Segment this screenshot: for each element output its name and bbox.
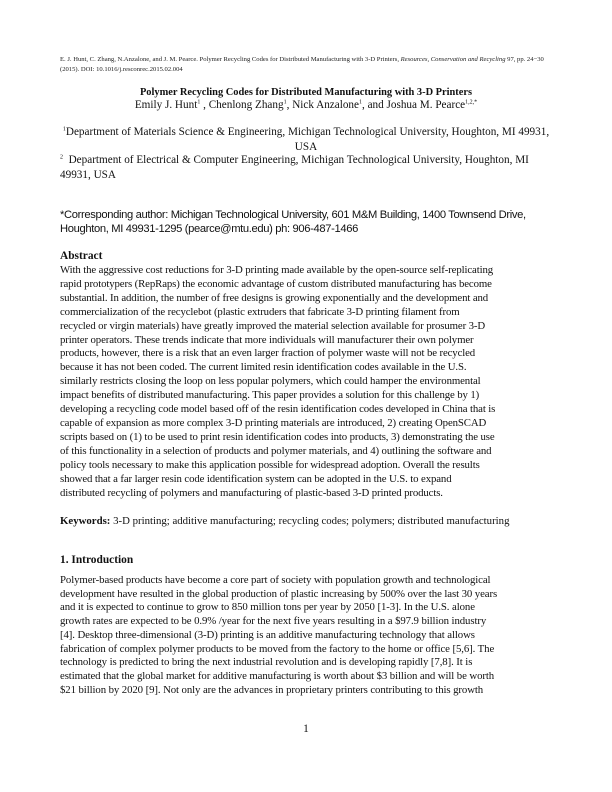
- introduction-line: development have resulted in the global production of plastic increasing by 500% over the last 30 years: [60, 587, 498, 600]
- abstract-line: of this functionality in a selection of products and polymer materials, and 4) outlining the software and: [60, 444, 492, 457]
- section-heading-introduction: 1. Introduction: [60, 554, 134, 566]
- citation-authors: E. J. Hunt, C. Zhang, N.Anzalone, and J. M. Pearce. Polymer Recycling Codes for Distributed Manufacturing with 3-D Printers,: [60, 56, 399, 63]
- abstract-line: similarly restricts closing the loop on less popular polymers, which could hamper the environmental: [60, 375, 481, 388]
- introduction-line: technology is predicted to bring the next industrial revolution and is developing rapidly [7,8]. It is: [60, 656, 473, 669]
- abstract-line: because it has not been coded. The current limited resin identification codes available in the U.S.: [60, 361, 467, 374]
- author-affiliation-mark: 1: [283, 99, 287, 106]
- author-separator: ,: [286, 99, 293, 111]
- keywords-label: Keywords:: [60, 515, 111, 527]
- keywords: [60, 514, 552, 528]
- citation-tail: 97, pp. 24−30 (2015). DOI: 10.1016/j.resconrec.2015.02.004: [60, 56, 544, 73]
- author-affiliation-mark: 1,2,*: [465, 99, 478, 106]
- author-name: Chenlong Zhang: [208, 99, 284, 111]
- abstract-line: capable of expansion as more complex 3-D printing materials are introduced, 2) creating OpenSCAD: [60, 416, 487, 429]
- affiliation-1: [60, 125, 552, 155]
- introduction-line: Polymer-based products have become a core part of society with population growth and technological: [60, 574, 491, 586]
- introduction-line: [4]. Desktop three-dimensional (3-D) printing is an additive manufacturing technology that allows: [60, 628, 475, 641]
- abstract-line: developing a recycling code model based off of the resin identification codes developed in China that is: [60, 403, 496, 416]
- author-affiliation-mark: 1: [358, 99, 362, 106]
- affiliation-mark: 2: [60, 154, 63, 161]
- paper-title: Polymer Recycling Codes for Distributed Manufacturing with 3-D Printers: [139, 87, 473, 98]
- introduction-line: growth rates are expected to be 0.9% /year for the next five years resulting in a $97.9 billion industry: [60, 615, 487, 628]
- introduction-line: estimated that the global market for additive manufacturing is worth about $3 billion and will be worth: [60, 669, 495, 682]
- abstract-line: distributed recycling of polymers and manufacturing of plastic-based 3-D printed products.: [60, 486, 443, 499]
- abstract-heading: Abstract: [60, 250, 103, 262]
- author-affiliation-mark: 1: [197, 99, 201, 106]
- abstract-line: With the aggressive cost reductions for 3-D printing made available by the open-source self-replicating: [60, 264, 494, 276]
- introduction-line: $21 billion by 2020 [9]. Not only are the advances in proprietary printers contributing to this growth: [60, 683, 484, 696]
- abstract-line: commercialization of the recyclebot (plastic extruders that fabricate 3-D printing filament from: [60, 305, 460, 318]
- introduction-line: and it is expected to continue to grow to 850 million tons per year by 2050 [1-3]. In the U.S. alone: [60, 601, 475, 614]
- author-separator: ,: [200, 99, 209, 111]
- abstract-line: policy tools necessary to make this application possible for widespread adoption. Overall the results: [60, 458, 480, 471]
- abstract-line: rapid prototypers (RepRaps) the economic advantage of custom distributed manufacturing has become: [60, 277, 492, 290]
- journal-name: Resources, Conservation and Recycling: [400, 56, 506, 63]
- abstract-line: products, however, there is a risk that an even larger fraction of polymer waste will not be recycled: [60, 347, 476, 360]
- author-separator: , and: [361, 99, 387, 111]
- introduction-body: [60, 574, 552, 697]
- abstract-line: substantial. In addition, the number of free designs is growing exponentially and the development and: [60, 291, 489, 304]
- author-name: Emily J. Hunt: [134, 99, 198, 111]
- citation-header: [60, 55, 552, 75]
- abstract-line: scripts based on (1) to be used to print resin identification codes into products, 3) demonstrating the use: [60, 430, 495, 443]
- page-number: 1: [303, 723, 309, 735]
- abstract-body: [60, 264, 552, 500]
- affiliation-2: [60, 153, 552, 183]
- abstract-line: showed that a far larger resin code identification system can be adopted in the U.S. to expand: [60, 472, 452, 485]
- affiliation-text: Department of Electrical & Computer Engineering, Michigan Technological University, Houghton, MI 49931, USA: [60, 154, 529, 181]
- corresponding-author: *Corresponding author: Michigan Technological University, 601 M&M Building, 1400 Townsend Drive, Houghton, MI 49931-1295 (pearce@mtu.edu) ph: 906-487-1466: [60, 209, 526, 235]
- author-name: Joshua M. Pearce: [386, 99, 466, 111]
- abstract-line: recycled or virgin materials) have greatly improved the material selection available for prosumer 3-D: [60, 319, 486, 332]
- abstract-line: printer operators. These trends indicate that more individuals will manufacturer their own polymer: [60, 333, 474, 346]
- introduction-line: fabrication of complex polymer products to be moved from the factory to the home or office [5,6]. The: [60, 642, 495, 655]
- author-list: [60, 98, 552, 112]
- author-name: Nick Anzalone: [292, 99, 359, 111]
- affiliation-text: Department of Materials Science & Engineering, Michigan Technological University, Houghton, MI 49931, USA: [65, 126, 550, 153]
- abstract-line: impact benefits of distributed manufacturing. This paper provides a solution for this challenge by 1): [60, 389, 480, 402]
- keywords-text: 3-D printing; additive manufacturing; recycling codes; polymers; distributed manufacturing: [110, 515, 510, 527]
- affiliation-mark: 1: [62, 126, 66, 133]
